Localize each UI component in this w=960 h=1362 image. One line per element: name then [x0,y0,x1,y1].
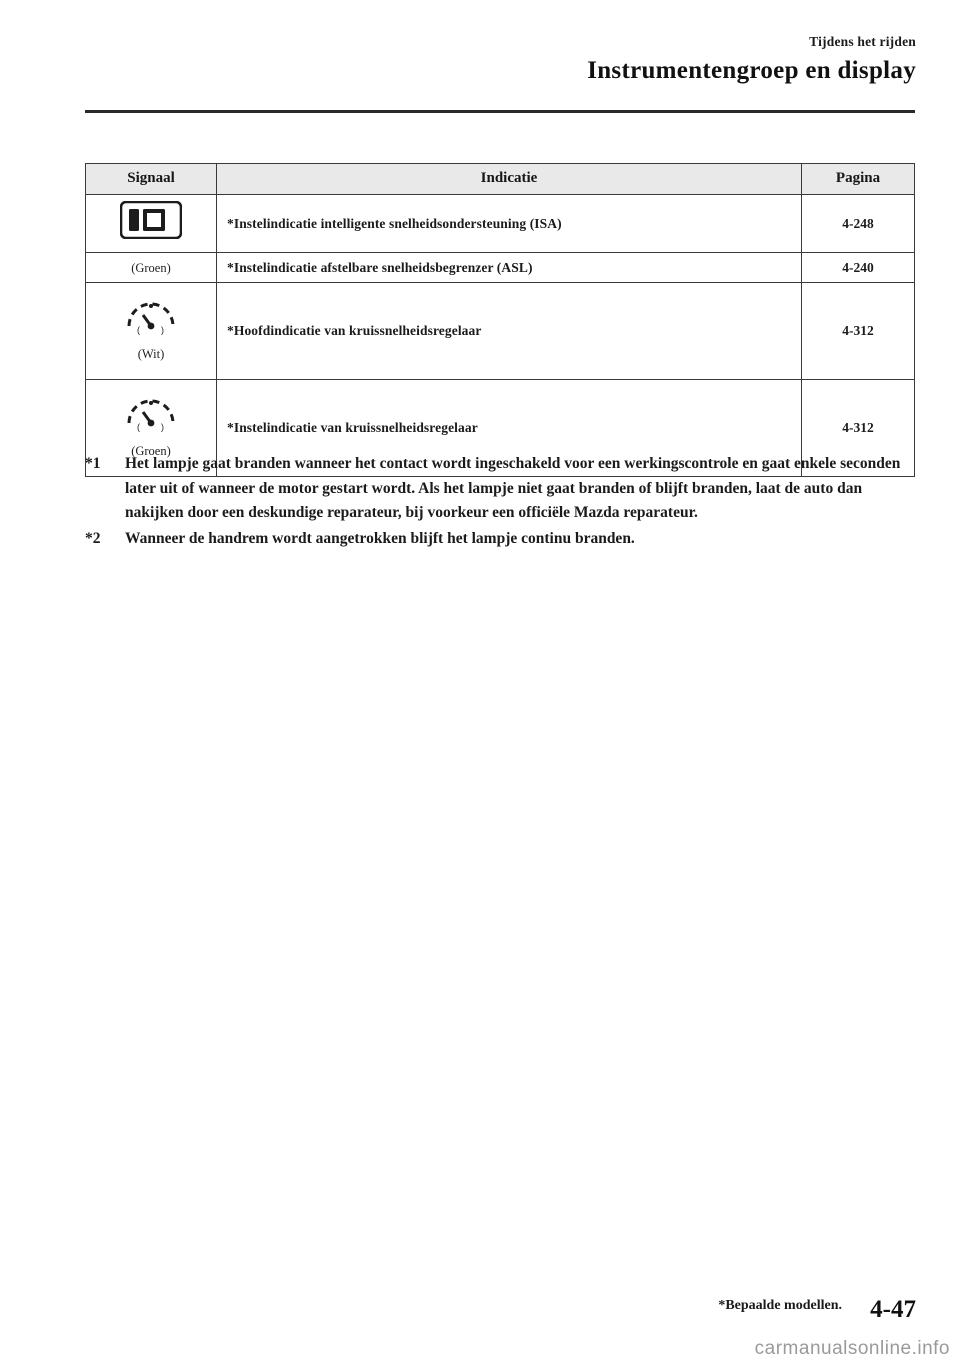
signal-cell [86,283,217,380]
indication-cell: *Hoofdindicatie van kruissnelheidsregelaar [217,283,802,380]
footnote-item [85,452,920,526]
page-cell: 4-312 [802,380,915,477]
page-cell: 4-240 [802,253,915,283]
indicator-table [85,163,915,477]
column-header-signal: Signaal [86,164,217,195]
column-header-indicatie: Indicatie [217,164,802,195]
svg-text:): ) [161,325,164,335]
footnote-marker: *1 [85,455,101,472]
footnote-marker: *2 [85,529,101,547]
header-divider [85,110,915,113]
footnote-text: Wanneer de handrem wordt aangetrokken blijft het lampje continu branden. [125,529,635,547]
svg-text:(: ( [137,422,140,432]
watermark: carmanualsonline.info [754,1338,950,1359]
table-row [86,283,915,380]
signal-color-label: (Groen) [131,261,171,275]
table-row [86,253,915,283]
footer-note: *Bepaalde modellen. [718,1298,842,1313]
page-header [0,34,960,85]
table-row [86,195,915,253]
signal-cell [86,253,217,283]
svg-text:(: ( [137,325,140,335]
page-title: Instrumentengroep en display [587,57,916,84]
svg-text:): ) [161,422,164,432]
page-cell: 4-312 [802,283,915,380]
header-eyebrow: Tijdens het rijden [809,34,916,49]
signal-color-label: (Wit) [137,347,165,361]
signal-cell [86,195,217,253]
cruise-control-icon [123,300,179,345]
cruise-control-icon [123,397,179,442]
indication-cell: *Instelindicatie afstelbare snelheidsbegrenzer (ASL) [217,253,802,283]
table-header-row [86,164,915,195]
page-cell: 4-248 [802,195,915,253]
footnotes [85,452,920,552]
indication-cell: *Instelindicatie intelligente snelheidsondersteuning (ISA) [217,195,802,253]
footnote-item [85,527,920,552]
speed-limit-assist-icon [120,201,182,244]
footnote-text: Het lampje gaat branden wanneer het contact wordt ingeschakeld voor een werkingscontrole en gaat enkele seconden later uit of wanneer de motor gestart wordt. Als het lampje niet gaat branden of blijft branden, laat de auto dan nakijken door een deskundige reparateur, bij voorkeur een officiële Mazda reparateur. [125,455,901,521]
signal-color-label: (Groen) [131,444,171,458]
indication-cell: *Instelindicatie van kruissnelheidsregelaar [217,380,802,477]
page-number: 4-47 [870,1296,916,1323]
column-header-pagina: Pagina [802,164,915,195]
